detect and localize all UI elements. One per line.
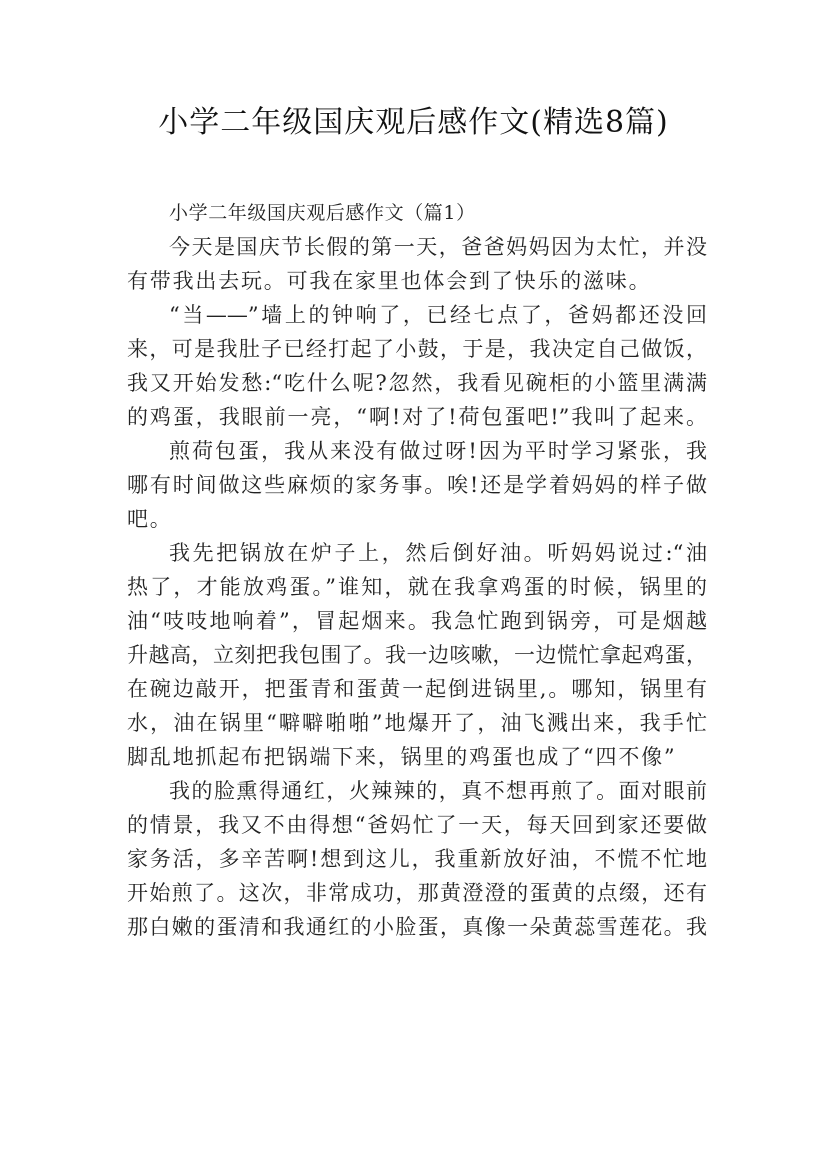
paragraph-line: 油“吱吱地响着”，冒起烟来。我急忙跑到锅旁，可是烟越 — [127, 609, 707, 633]
paragraph-line: 哪有时间做这些麻烦的家务事。唉!还是学着妈妈的样子做 — [127, 473, 707, 497]
paragraph-line: 的情景，我又不由得想“爸妈忙了一天，每天回到家还要做 — [127, 813, 707, 837]
paragraph-line: 热了，才能放鸡蛋。”谁知，就在我拿鸡蛋的时候，锅里的 — [127, 575, 707, 599]
paragraph-line: 有带我出去玩。可我在家里也体会到了快乐的滋味。 — [127, 269, 652, 293]
document-body — [127, 196, 707, 944]
paragraph-line: 吧。 — [127, 507, 173, 531]
document-title: 小学二年级国庆观后感作文(精选8篇) — [158, 105, 669, 140]
paragraph-line: 开始煎了。这次，非常成功，那黄澄澄的蛋黄的点缀，还有 — [127, 881, 707, 905]
paragraph-line: 的鸡蛋，我眼前一亮，“啊!对了!荷包蛋吧!”我叫了起来。 — [127, 405, 707, 429]
paragraph-line: 家务活，多辛苦啊!想到这儿，我重新放好油，不慌不忙地 — [127, 847, 707, 871]
paragraph-line: 在碗边敲开，把蛋青和蛋黄一起倒进锅里,。哪知，锅里有 — [127, 677, 707, 701]
paragraph-line: 水，油在锅里“噼噼啪啪”地爆开了，油飞溅出来，我手忙 — [127, 711, 707, 735]
paragraph-line: 那白嫩的蛋清和我通红的小脸蛋，真像一朵黄蕊雪莲花。我 — [127, 915, 707, 939]
paragraph-line: 升越高，立刻把我包围了。我一边咳嗽，一边慌忙拿起鸡蛋， — [127, 643, 707, 667]
paragraph-line: 脚乱地抓起布把锅端下来，锅里的鸡蛋也成了“四不像” — [127, 745, 677, 769]
paragraph-line: “当——”墙上的钟响了，已经七点了，爸妈都还没回 — [169, 303, 707, 327]
paragraph-line: 我的脸熏得通红，火辣辣的，真不想再煎了。面对眼前 — [169, 779, 707, 803]
paragraph-line: 我先把锅放在炉子上，然后倒好油。听妈妈说过:“油 — [169, 541, 707, 565]
paragraph-line: 我又开始发愁:“吃什么呢?忽然，我看见碗柜的小篮里满满 — [127, 371, 707, 395]
paragraph-line: 煎荷包蛋，我从来没有做过呀!因为平时学习紧张，我 — [169, 439, 707, 463]
paragraph-line: 来，可是我肚子已经打起了小鼓，于是，我决定自己做饭， — [127, 337, 707, 361]
paragraph-line: 今天是国庆节长假的第一天，爸爸妈妈因为太忙，并没 — [169, 235, 707, 259]
section-heading: 小学二年级国庆观后感作文（篇1） — [169, 202, 476, 224]
